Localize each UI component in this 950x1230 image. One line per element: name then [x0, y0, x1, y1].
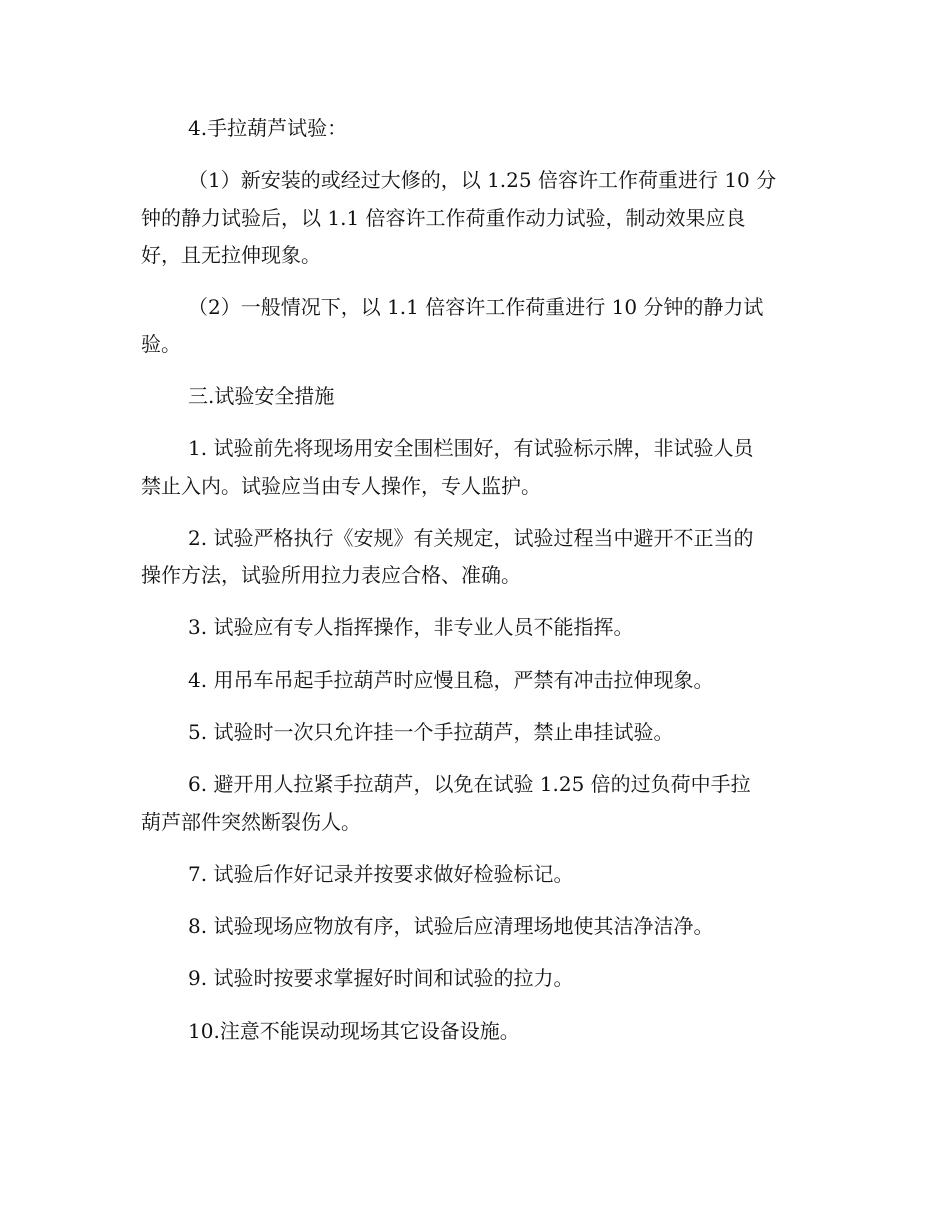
list-item-text-line: 8. 试验现场应物放有序，试验后应清理场地使其洁净洁净。: [188, 914, 714, 938]
list-item-text-line: 操作方法，试验所用拉力表应合格、准确。: [141, 563, 521, 587]
list-item-text-line: 7. 试验后作好记录并按要求做好检验标记。: [188, 862, 574, 886]
paragraph-text-line: 好，且无拉伸现象。: [141, 243, 321, 267]
list-item-text-line: 葫芦部件突然断裂伤人。: [141, 810, 361, 834]
list-item-text-line: 4. 用吊车吊起手拉葫芦时应慢且稳，严禁有冲击拉伸现象。: [188, 668, 714, 692]
section-heading-safety-measures: 三.试验安全措施: [188, 384, 335, 408]
list-item-text-line: 禁止入内。试验应当由专人操作，专人监护。: [141, 474, 541, 498]
list-item-text-line: 5. 试验时一次只允许挂一个手拉葫芦，禁止串挂试验。: [188, 720, 674, 744]
list-item-text-line: 9. 试验时按要求掌握好时间和试验的拉力。: [188, 966, 574, 990]
list-item-text-line: 3. 试验应有专人指挥操作，非专业人员不能指挥。: [188, 615, 634, 639]
paragraph-text-line: （2）一般情况下，以 1.1 倍容许工作荷重进行 10 分钟的静力试: [188, 295, 764, 319]
list-item-text-line: 2. 试验严格执行《安规》有关规定，试验过程当中避开不正当的: [188, 526, 754, 550]
list-item-text-line: 10.注意不能误动现场其它设备设施。: [188, 1019, 520, 1043]
section-heading-hoist-test: 4.手拉葫芦试验：: [188, 116, 348, 140]
paragraph-text-line: 钟的静力试验后，以 1.1 倍容许工作荷重作动力试验，制动效果应良: [141, 206, 746, 230]
list-item-text-line: 6. 避开用人拉紧手拉葫芦，以免在试验 1.25 倍的过负荷中手拉: [188, 772, 751, 796]
list-item-text-line: 1. 试验前先将现场用安全围栏围好，有试验标示牌，非试验人员: [188, 436, 754, 460]
paragraph-text-line: 验。: [141, 332, 181, 356]
paragraph-text-line: （1）新安装的或经过大修的，以 1.25 倍容许工作荷重进行 10 分: [188, 168, 777, 192]
